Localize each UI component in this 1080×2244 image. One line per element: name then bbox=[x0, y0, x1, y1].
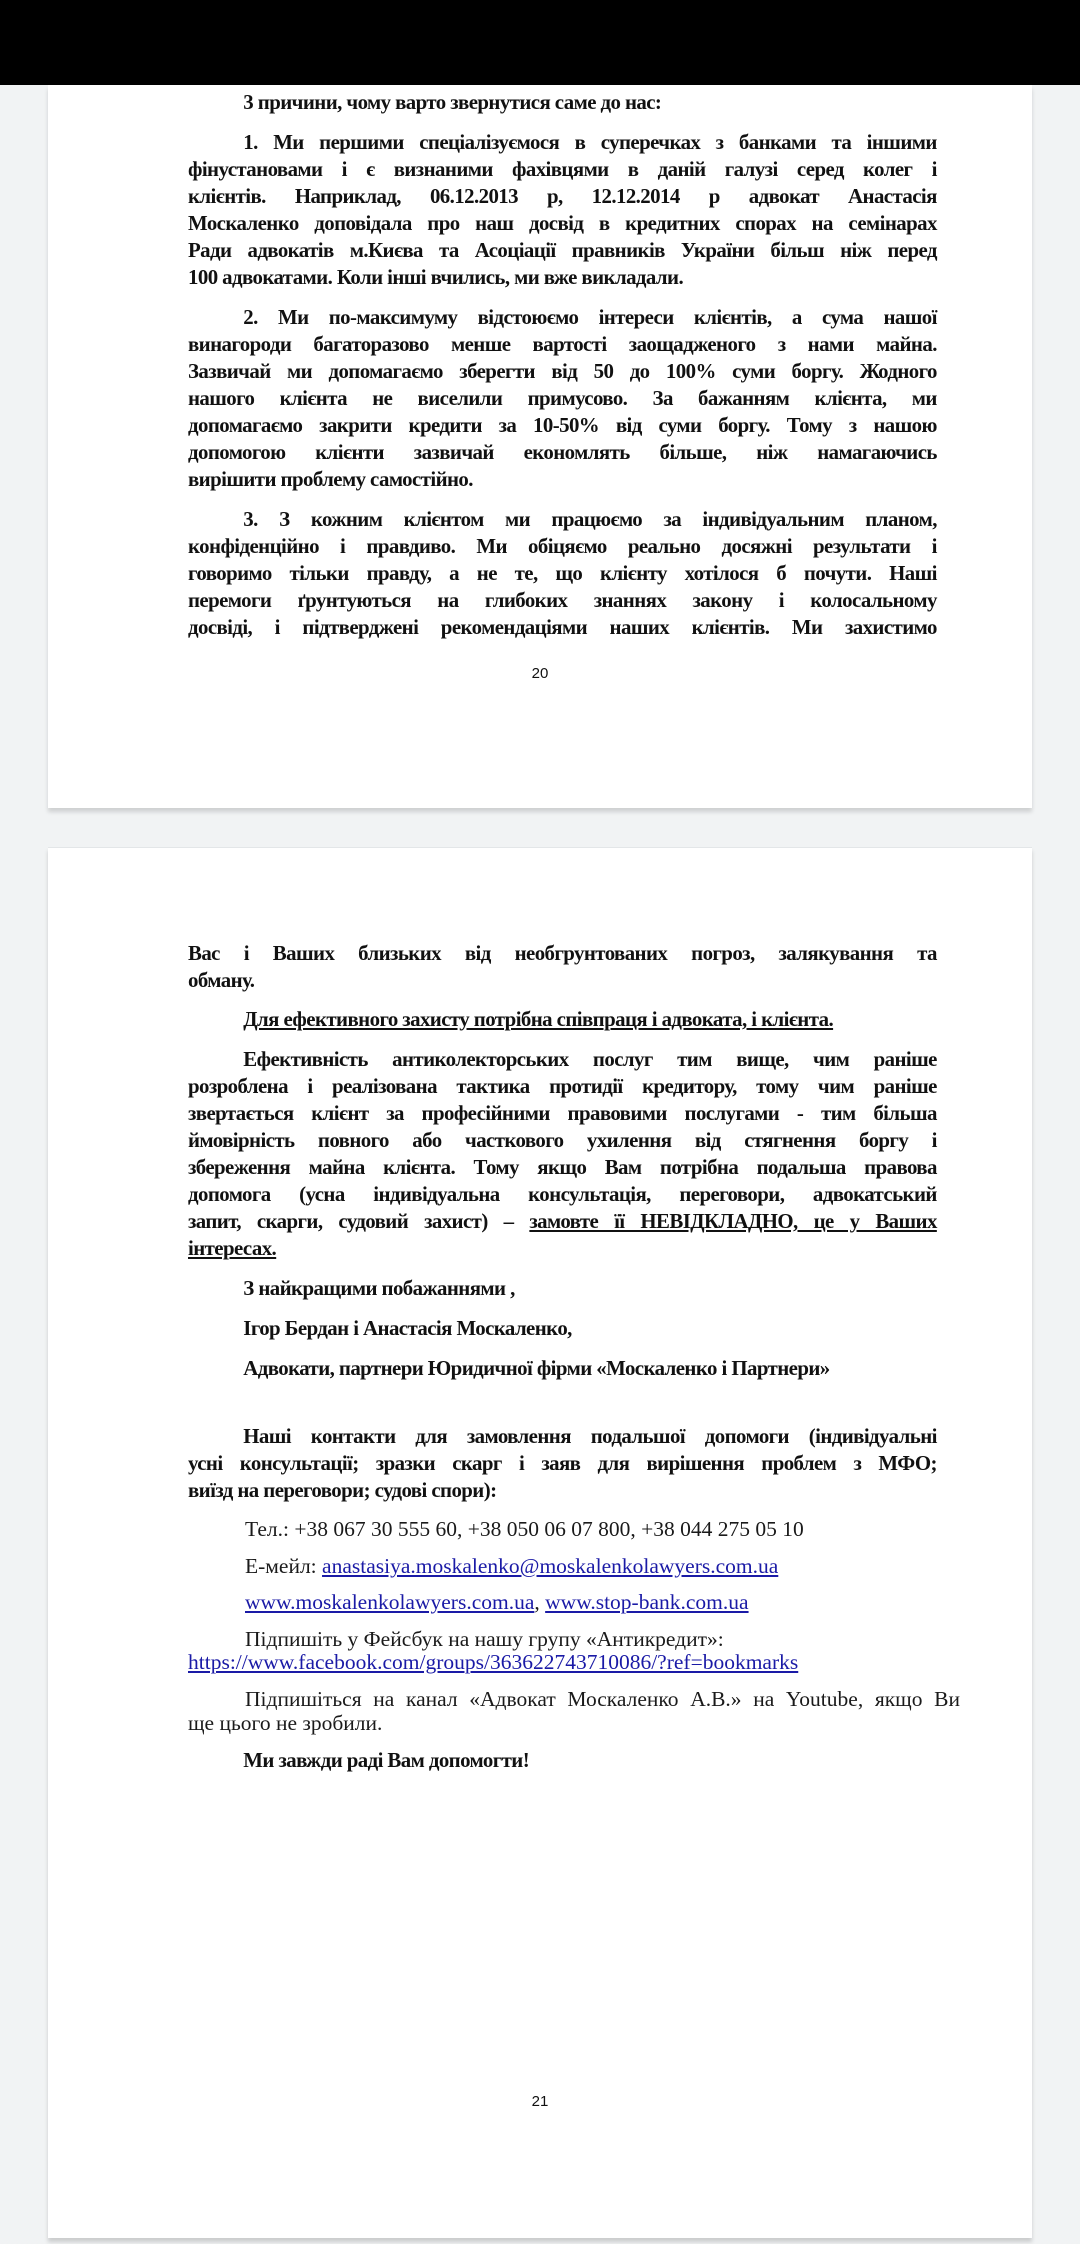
page-number: 20 bbox=[531, 665, 549, 682]
urgent-call-to-action: замовте її НЕВІДКЛАДНО, це у Ваших bbox=[529, 1209, 937, 1233]
effectiveness-line: розроблена і реалізована тактика протидії кредитору, тому чим раніше bbox=[188, 1074, 937, 1098]
phone-line bbox=[188, 1516, 960, 1542]
regards: З найкращими побажаннями , bbox=[243, 1276, 515, 1300]
closing-line: Ми завжди раді Вам допомогти! bbox=[243, 1748, 530, 1772]
effectiveness-line: допомога (усна індивідуальна консультація, переговори, адвокатський bbox=[188, 1182, 937, 1206]
contacts-intro-line: виїзд на переговори; судові спори): bbox=[188, 1478, 497, 1502]
reason-3-line: говоримо тільки правду, а не те, що клієнту хотілося б почути. Наші bbox=[188, 561, 937, 585]
cooperation-heading: Для ефективного захисту потрібна співпраця і адвоката, і клієнта. bbox=[243, 1007, 834, 1031]
reason-1-line: клієнтів. Наприклад, 06.12.2013 р, 12.12.2014 р адвокат Анастасія bbox=[188, 184, 937, 208]
page-number: 21 bbox=[531, 2093, 549, 2110]
youtube-text-line: Підпишіться на канал «Адвокат Москаленко А.В.» на Youtube, якщо Ви bbox=[245, 1687, 960, 1711]
contacts-intro-line: Наші контакти для замовлення подальшої допомоги (індивідуальні bbox=[243, 1424, 937, 1448]
youtube-text-line: ще цього не зробили. bbox=[188, 1711, 383, 1735]
continuation-line: Вас і Ваших близьких від необгрунтованих погроз, залякування та bbox=[188, 941, 937, 965]
email-line bbox=[188, 1553, 960, 1579]
facebook-url-line bbox=[188, 1649, 960, 1675]
website-link-stop-bank[interactable]: www.stop-bank.com.ua bbox=[545, 1590, 749, 1614]
facebook-text: Підпишіть у Фейсбук на нашу групу «Антикредит»: bbox=[245, 1627, 724, 1651]
signatory-names: Ігор Бердан і Анастасія Москаленко, bbox=[243, 1316, 572, 1340]
continuation-line: обману. bbox=[188, 968, 255, 992]
email-link[interactable]: anastasiya.moskalenko@moskalenkolawyers.com.ua bbox=[322, 1554, 779, 1578]
reason-1-line: фінустановами і є визнаними фахівцями в даній галузі серед колег і bbox=[188, 157, 937, 181]
effectiveness-line-last bbox=[188, 1208, 937, 1234]
contacts-intro-line: усні консультації; зразки скарг і заяв для вирішення проблем з МФО; bbox=[188, 1451, 937, 1475]
website-link-moskalenkolawyers[interactable]: www.moskalenkolawyers.com.ua bbox=[245, 1590, 535, 1614]
reason-1-line: Ради адвокатів м.Києва та Асоціації правників України більш ніж перед bbox=[188, 238, 937, 262]
reason-1-line: Москаленко доповідала про наш досвід в кредитних спорах на семінарах bbox=[188, 211, 937, 235]
website-separator: , bbox=[534, 1590, 546, 1614]
reason-3-line: конфіденційно і правдиво. Ми обіцяємо реально досяжні результати і bbox=[188, 534, 937, 558]
effectiveness-line: звертається клієнт за професійними правовими послугами - тим більша bbox=[188, 1101, 937, 1125]
page-heading: 3 причини, чому варто звернутися саме до нас: bbox=[243, 90, 662, 114]
email-label: Е-мейл: bbox=[245, 1554, 323, 1578]
effectiveness-plain: запит, скарги, судовий захист) – bbox=[188, 1209, 530, 1233]
reason-1-line: 1. Ми першими спеціалізуємося в суперечках з банками та іншими bbox=[243, 130, 937, 154]
reason-2-line: 2. Ми по-максимуму відстоюємо інтереси клієнтів, а сума нашої bbox=[243, 305, 937, 329]
urgent-call-to-action-tail: інтересах. bbox=[188, 1236, 277, 1260]
reason-3-line: 3. З кожним клієнтом ми працюємо за індивідуальним планом, bbox=[243, 507, 937, 531]
reason-3-line: перемоги ґрунтуються на глибоких знаннях закону і колосальному bbox=[188, 588, 937, 612]
reason-2-line: допомогою клієнти зазвичай економлять більше, ніж намагаючись bbox=[188, 440, 937, 464]
effectiveness-line: ймовірність повного або часткового ухилення від стягнення боргу і bbox=[188, 1128, 937, 1152]
reason-1-line: 100 адвокатами. Коли інші вчились, ми вже викладали. bbox=[188, 265, 684, 289]
effectiveness-line: Ефективність антиколекторських послуг тим вище, чим раніше bbox=[243, 1047, 937, 1071]
phone-label: Тел.: bbox=[245, 1517, 295, 1541]
signatory-titles: Адвокати, партнери Юридичної фірми «Москаленко і Партнери» bbox=[243, 1356, 830, 1380]
facebook-group-link[interactable]: https://www.facebook.com/groups/363622743710086/?ref=bookmarks bbox=[188, 1650, 799, 1674]
reason-2-line: вирішити проблему самостійно. bbox=[188, 467, 473, 491]
reason-2-line: Зазвичай ми допомагаємо зберегти від 50 до 100% суми боргу. Жодного bbox=[188, 359, 937, 383]
reason-2-line: допомагаємо закрити кредити за 10-50% від суми боргу. Тому з нашою bbox=[188, 413, 937, 437]
reason-2-line: винагороди багаторазово менше вартості заощадженого з нами майна. bbox=[188, 332, 937, 356]
status-bar bbox=[0, 0, 1080, 85]
reason-3-line: досвіді, і підтверджені рекомендаціями наших клієнтів. Ми захистимо bbox=[188, 615, 937, 639]
document-page-21 bbox=[48, 847, 1032, 2238]
phone-numbers: +38 067 30 555 60, +38 050 06 07 800, +38 044 275 05 10 bbox=[294, 1517, 804, 1541]
websites-line bbox=[188, 1589, 960, 1615]
reason-2-line: нашого клієнта не виселили примусово. За бажанням клієнта, ми bbox=[188, 386, 937, 410]
effectiveness-line: збереження майна клієнта. Тому якщо Вам потрібна подальша правова bbox=[188, 1155, 937, 1179]
document-page-20 bbox=[48, 85, 1032, 808]
